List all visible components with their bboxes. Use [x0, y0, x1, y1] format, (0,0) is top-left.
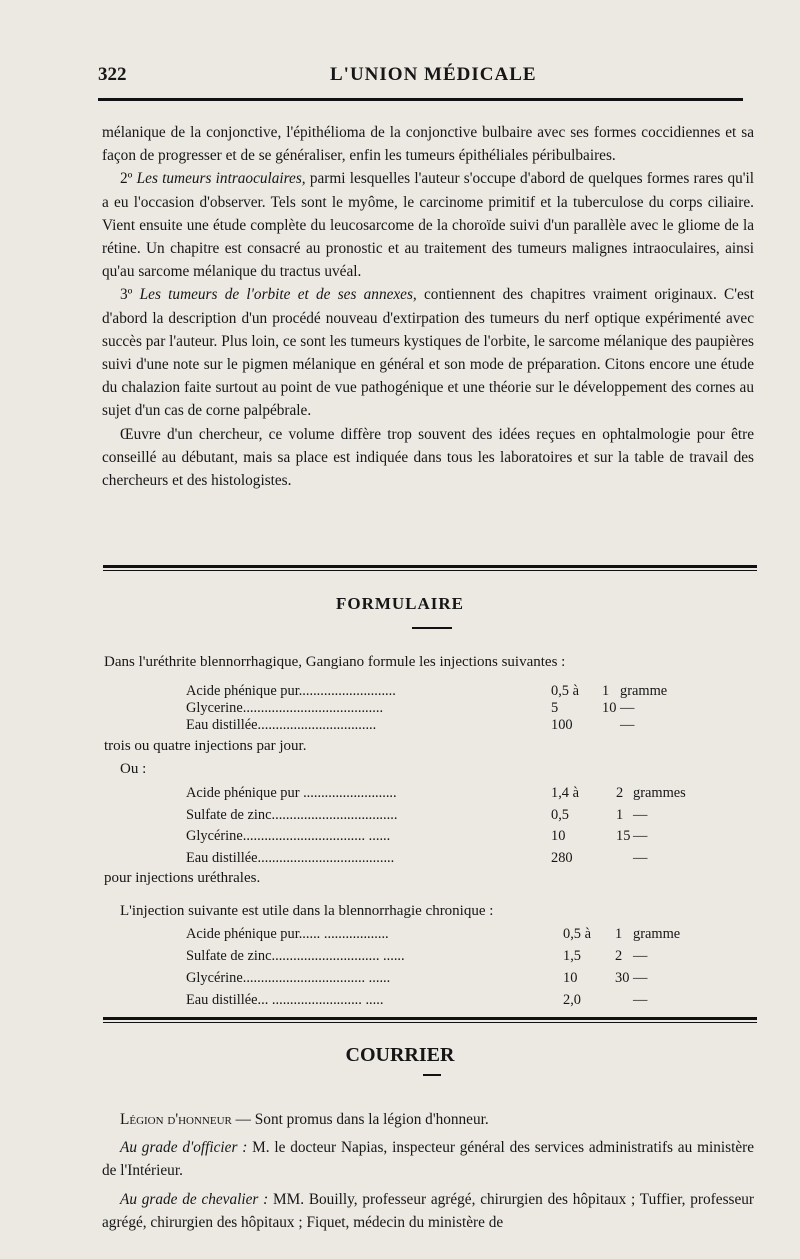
officier-text: M. le docteur Napias, inspecteur général des services administratifs au ministère de l'Intérieur.: [102, 1139, 754, 1180]
formula-2-row-unit: —: [633, 849, 648, 866]
formulaire-title: FORMULAIRE: [335, 594, 465, 613]
formula-1-row-name: Glycerine.......................................: [186, 700, 384, 716]
section-divider-1: [103, 565, 757, 571]
p3-number: 3º: [120, 286, 133, 304]
officier-paragraph: [102, 1136, 754, 1182]
page-header: [98, 62, 748, 90]
formula-1-row-qty-1: 5: [551, 700, 559, 716]
formula-1-row-qty-1: 100: [551, 717, 573, 733]
formula-3-row-unit: —: [633, 992, 648, 1008]
formula-3-row-qty-1: 2,0: [563, 992, 581, 1008]
p3-body: contiennent des chapitres vraiment originaux. C'est d'abord la description d'un procédé nouveau d'extirpation des tumeurs du nerf optique expérimenté avec succès par l'auteur. Plus loin, ce sont les tumeurs kystiques de l'orbite, le sarcome mélanique des paupières suivi d'une note sur le pigmen mélanique en général et son mode de préparation. Citons encore une étude du chalazion faite surtout au point de vue pathogénique et une théorie sur le développement des cornes au sujet d'un cas de corne palpébrale.: [102, 286, 755, 420]
p2-number: 2º: [120, 170, 133, 188]
formula-2-usage: pour injections uréthrales.: [104, 870, 261, 886]
formula-2-row-qty-2: 2: [616, 785, 624, 801]
formula-2-row-qty-1: 10: [551, 828, 566, 844]
formula-2-row-qty-2: 1: [616, 806, 624, 823]
courrier-title-rule: [423, 1074, 441, 1076]
formula-3-row-qty-2: 2: [615, 948, 623, 964]
formula-3-row-qty-1: 10: [563, 970, 578, 986]
courrier-title: COURRIER: [345, 1044, 455, 1066]
formula-2-row-name: Eau distillée......................................: [186, 849, 395, 866]
legion-line: [102, 1108, 754, 1131]
formulaire-intro: Dans l'uréthrite blennorrhagique, Gangiano formule les injections suivantes :: [104, 654, 566, 670]
review-paragraph-1: mélanique de la conjonctive, l'épithélioma de la conjonctive bulbaire avec ses formes coccidiennes et sa façon de progresser et de se généraliser, enfin les tumeurs épithéliales péribulbaires.: [102, 124, 754, 165]
review-paragraph-2: [102, 167, 754, 283]
formula-2-row-qty-1: 0,5: [551, 806, 569, 823]
legion-label: Légion d'honneur: [120, 1111, 232, 1128]
formula-1-row-name: Acide phénique pur...........................: [186, 683, 396, 699]
section-divider-2: [103, 1017, 757, 1023]
formula-2-row-name: Glycérine.................................. ......: [186, 828, 391, 844]
formula-3-row-name: Glycérine.................................. ......: [186, 970, 391, 986]
formula-1-row-qty-1: 0,5 à: [551, 683, 579, 699]
p2-lead: Les tumeurs intraoculaires,: [136, 170, 306, 188]
formula-3-row-name: Sulfate de zinc.............................. ......: [186, 948, 405, 964]
formula-3-row-unit: gramme: [633, 926, 681, 942]
formula-1-dosage: trois ou quatre injections par jour.: [104, 738, 307, 754]
p3-lead: Les tumeurs de l'orbite et de ses annexes,: [139, 286, 417, 304]
chevalier-label: Au grade de chevalier :: [120, 1190, 269, 1208]
formula-3-row-name: Acide phénique pur...... ..................: [186, 926, 389, 942]
courrier-text: [102, 1108, 754, 1234]
header-rule: [98, 98, 743, 101]
p2-body: parmi lesquelles l'auteur s'occupe d'abord de quelques formes rares qu'il a eu l'occasion d'observer. Tels sont le myôme, le carcinome primitif et la tuberculose du corps ciliaire. Vient ensuite une étude complète du leucosarcome de la choroïde suivi d'un parallèle avec le gliome de la rétine. Un chapitre est consacré au pronostic et au traitement des tumeurs malignes intraoculaires, ainsi qu'au sarcome mélanique du tractus uvéal.: [102, 170, 755, 281]
formula-3-row-unit: —: [633, 948, 648, 964]
review-text: [102, 121, 754, 492]
ou-label: Ou :: [120, 761, 147, 777]
formula-2-row-unit: —: [633, 806, 648, 823]
chevalier-paragraph: [102, 1188, 754, 1234]
formula-2-row-qty-1: 1,4 à: [551, 785, 579, 801]
formula-2-row-name: Acide phénique pur ..........................: [186, 785, 397, 801]
formula-2-row-unit: grammes: [633, 785, 686, 801]
formula-2-row-name: Sulfate de zinc...................................: [186, 806, 398, 823]
formula-1-row-qty-2: 1: [602, 683, 610, 699]
formula-3-row-qty-2: 1: [615, 926, 623, 942]
formula-2-row-unit: —: [633, 828, 648, 844]
formula-1-row-unit: gramme: [620, 683, 668, 699]
formula-1-row-name: Eau distillée.................................: [186, 717, 377, 733]
formula-3-row-unit: —: [633, 970, 648, 986]
formula-3-intro: L'injection suivante est utile dans la blennorrhagie chronique :: [120, 903, 494, 919]
legion-text: — Sont promus dans la légion d'honneur.: [231, 1111, 489, 1128]
formula-3-row-qty-1: 1,5: [563, 948, 581, 964]
review-paragraph-4: Œuvre d'un chercheur, ce volume diffère trop souvent des idées reçues en ophtalmologie pour être conseillé au débutant, mais sa place est indiquée dans tous les laboratoires et sur la table de travail des chercheurs et des histologistes.: [102, 425, 754, 490]
formula-2-row-qty-2: 15: [616, 828, 631, 844]
formula-1-row-unit: —: [620, 717, 635, 733]
formula-1-row-unit: —: [620, 700, 635, 716]
page-number: 322: [98, 64, 127, 85]
officier-label: Au grade d'officier :: [120, 1139, 248, 1157]
formula-1-row-qty-2: 10: [602, 700, 617, 716]
formula-3-row-qty-2: 30: [615, 970, 630, 986]
review-paragraph-3: [102, 283, 754, 422]
formula-3-row-qty-1: 0,5 à: [563, 926, 591, 942]
journal-title: L'UNION MÉDICALE: [330, 64, 537, 85]
chevalier-text: MM. Bouilly, professeur agrégé, chirurgien des hôpitaux ; Tuffier, professeur agrégé, chirurgien des hôpitaux ; Fiquet, médecin du ministère de: [102, 1190, 755, 1231]
formulaire-title-rule: [412, 627, 452, 629]
formula-3-row-name: Eau distillée... ......................... .....: [186, 992, 384, 1008]
formula-2-row-qty-1: 280: [551, 849, 573, 866]
